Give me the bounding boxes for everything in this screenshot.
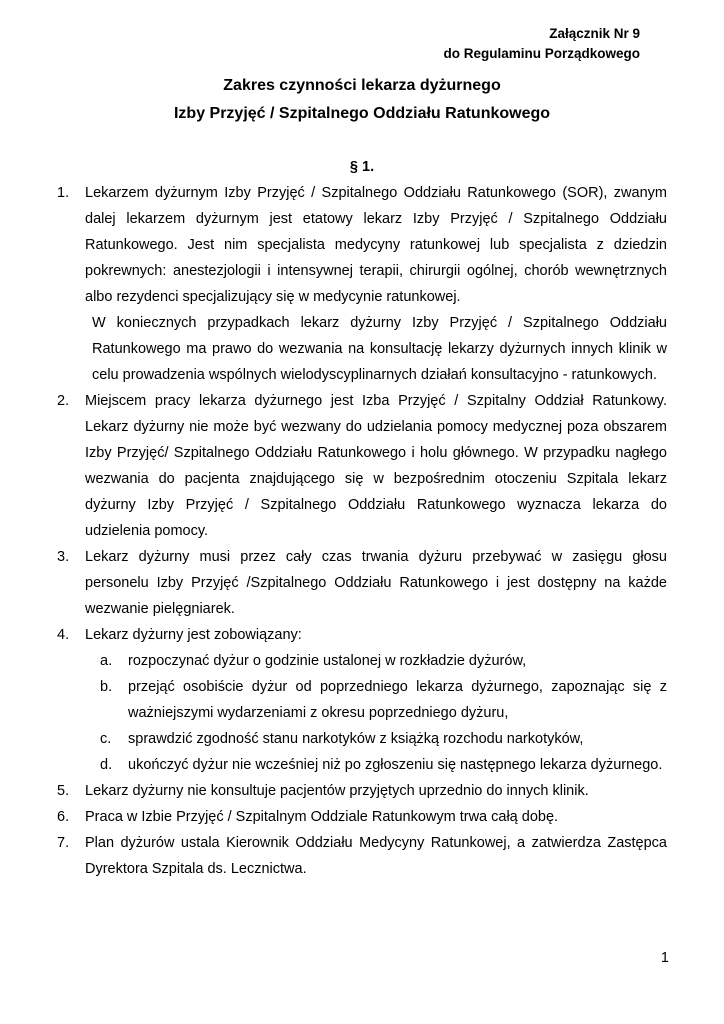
sub-item-d-text: ukończyć dyżur nie wcześniej niż po zgłoszeniu się następnego lekarza dyżurnego.	[128, 757, 663, 773]
title-line-2: Izby Przyjęć / Szpitalnego Oddziału Ratunkowego	[173, 105, 551, 122]
list-item-2-number: 2.	[57, 393, 70, 409]
list-item-1-paragraph-1: Lekarzem dyżurnym Izby Przyjęć / Szpitalnego Oddziału Ratunkowego (SOR), zwanym dalej lekarzem dyżurnym jest etatowy lekarz Izby Przyjęć / Szpitalnego Oddziału Ratunkowego. Jest nim specjalista medycyny ratunkowej lub specjalista z dziedzin pokrewnych: anestezjologii i intensywnej terapii, chirurgii ogólnej, chorób wewnętrznych albo rezydenci specjalizujący się w medycynie ratunkowej.	[85, 185, 667, 305]
list-item-2	[57, 388, 667, 544]
list-item-6-number: 6.	[57, 809, 70, 825]
list-item-5-number: 5.	[57, 783, 70, 799]
list-item-3-paragraph: Lekarz dyżurny musi przez cały czas trwania dyżuru przebywać w zasięgu głosu personelu Izby Przyjęć /Szpitalnego Oddziału Ratunkowego i jest dostępny na każde wezwanie pielęgniarek.	[85, 549, 667, 617]
list-item-4	[57, 622, 667, 648]
list-item-7-number: 7.	[57, 835, 70, 851]
list-item-1	[57, 180, 667, 388]
header-line-1: Załącznik Nr 9	[549, 26, 640, 41]
list-item-7-body	[85, 830, 667, 882]
list-item-3-body	[85, 544, 667, 622]
list-item-1-paragraph-2: W koniecznych przypadkach lekarz dyżurny Izby Przyjęć / Szpitalnego Oddziału Ratunkowego ma prawo do wezwania na konsultację lekarzy dyżurnych innych klinik w celu prowadzenia wspólnych wielodyscyplinarnych działań konsultacyjno - ratunkowych.	[92, 315, 667, 383]
list-item-4-paragraph: Lekarz dyżurny jest zobowiązany:	[85, 627, 302, 643]
sub-item-b-text: przejąć osobiście dyżur od poprzedniego lekarza dyżurnego, zapoznając się z ważniejszymi wydarzeniami z okresu poprzedniego dyżuru,	[128, 679, 667, 721]
sub-item-c-text: sprawdzić zgodność stanu narkotyków z książką rozchodu narkotyków,	[128, 731, 584, 747]
list-item-1-body	[85, 180, 667, 388]
document-title	[57, 72, 667, 128]
list-item-2-paragraph: Miejscem pracy lekarza dyżurnego jest Izba Przyjęć / Szpitalny Oddział Ratunkowy. Lekarz dyżurny nie może być wezwany do udzielania pomocy medycznej poza obszarem Izby Przyjęć/ Szpitalnego Oddziału Ratunkowego i holu głównego. W przypadku nagłego wezwania do pacjenta znajdującego się w bezpośrednim otoczeniu Szpitala lekarz dyżurny Izby Przyjęć / Szpitalnego Oddziału Ratunkowego wyznacza lekarza do udzielenia pomocy.	[85, 393, 667, 539]
list-item-5-body	[85, 778, 667, 804]
lettered-sublist	[100, 648, 667, 778]
list-item-7	[57, 830, 667, 882]
list-item-3-number: 3.	[57, 549, 70, 565]
sub-item-a-letter: a.	[100, 653, 113, 669]
list-item-6-body	[85, 804, 667, 830]
sub-item-c	[100, 726, 667, 752]
sub-item-a	[100, 648, 667, 674]
sub-item-b	[100, 674, 667, 726]
sub-item-a-text: rozpoczynać dyżur o godzinie ustalonej w rozkładzie dyżurów,	[128, 653, 527, 669]
page-number: 1	[660, 950, 669, 966]
sub-item-b-letter: b.	[100, 679, 113, 695]
list-item-6-paragraph: Praca w Izbie Przyjęć / Szpitalnym Oddziale Ratunkowym trwa całą dobę.	[85, 809, 559, 825]
list-item-2-body	[85, 388, 667, 544]
list-item-4-body	[85, 622, 667, 648]
list-item-6	[57, 804, 667, 830]
list-item-5-paragraph: Lekarz dyżurny nie konsultuje pacjentów przyjętych uprzednio do innych klinik.	[85, 783, 589, 799]
title-line-1: Zakres czynności lekarza dyżurnego	[223, 77, 501, 94]
document-header	[57, 24, 667, 64]
list-item-7-paragraph: Plan dyżurów ustala Kierownik Oddziału Medycyny Ratunkowej, a zatwierdza Zastępca Dyrektora Szpitala ds. Lecznictwa.	[85, 835, 667, 877]
list-item-5	[57, 778, 667, 804]
section-heading: § 1.	[349, 159, 375, 175]
list-item-3	[57, 544, 667, 622]
list-item-4-number: 4.	[57, 627, 70, 643]
sub-item-d-letter: d.	[100, 757, 113, 773]
header-line-2: do Regulaminu Porządkowego	[443, 46, 640, 61]
sub-item-c-letter: c.	[100, 731, 112, 747]
numbered-list	[57, 180, 667, 882]
sub-item-d	[100, 752, 667, 778]
list-item-1-number: 1.	[57, 185, 70, 201]
